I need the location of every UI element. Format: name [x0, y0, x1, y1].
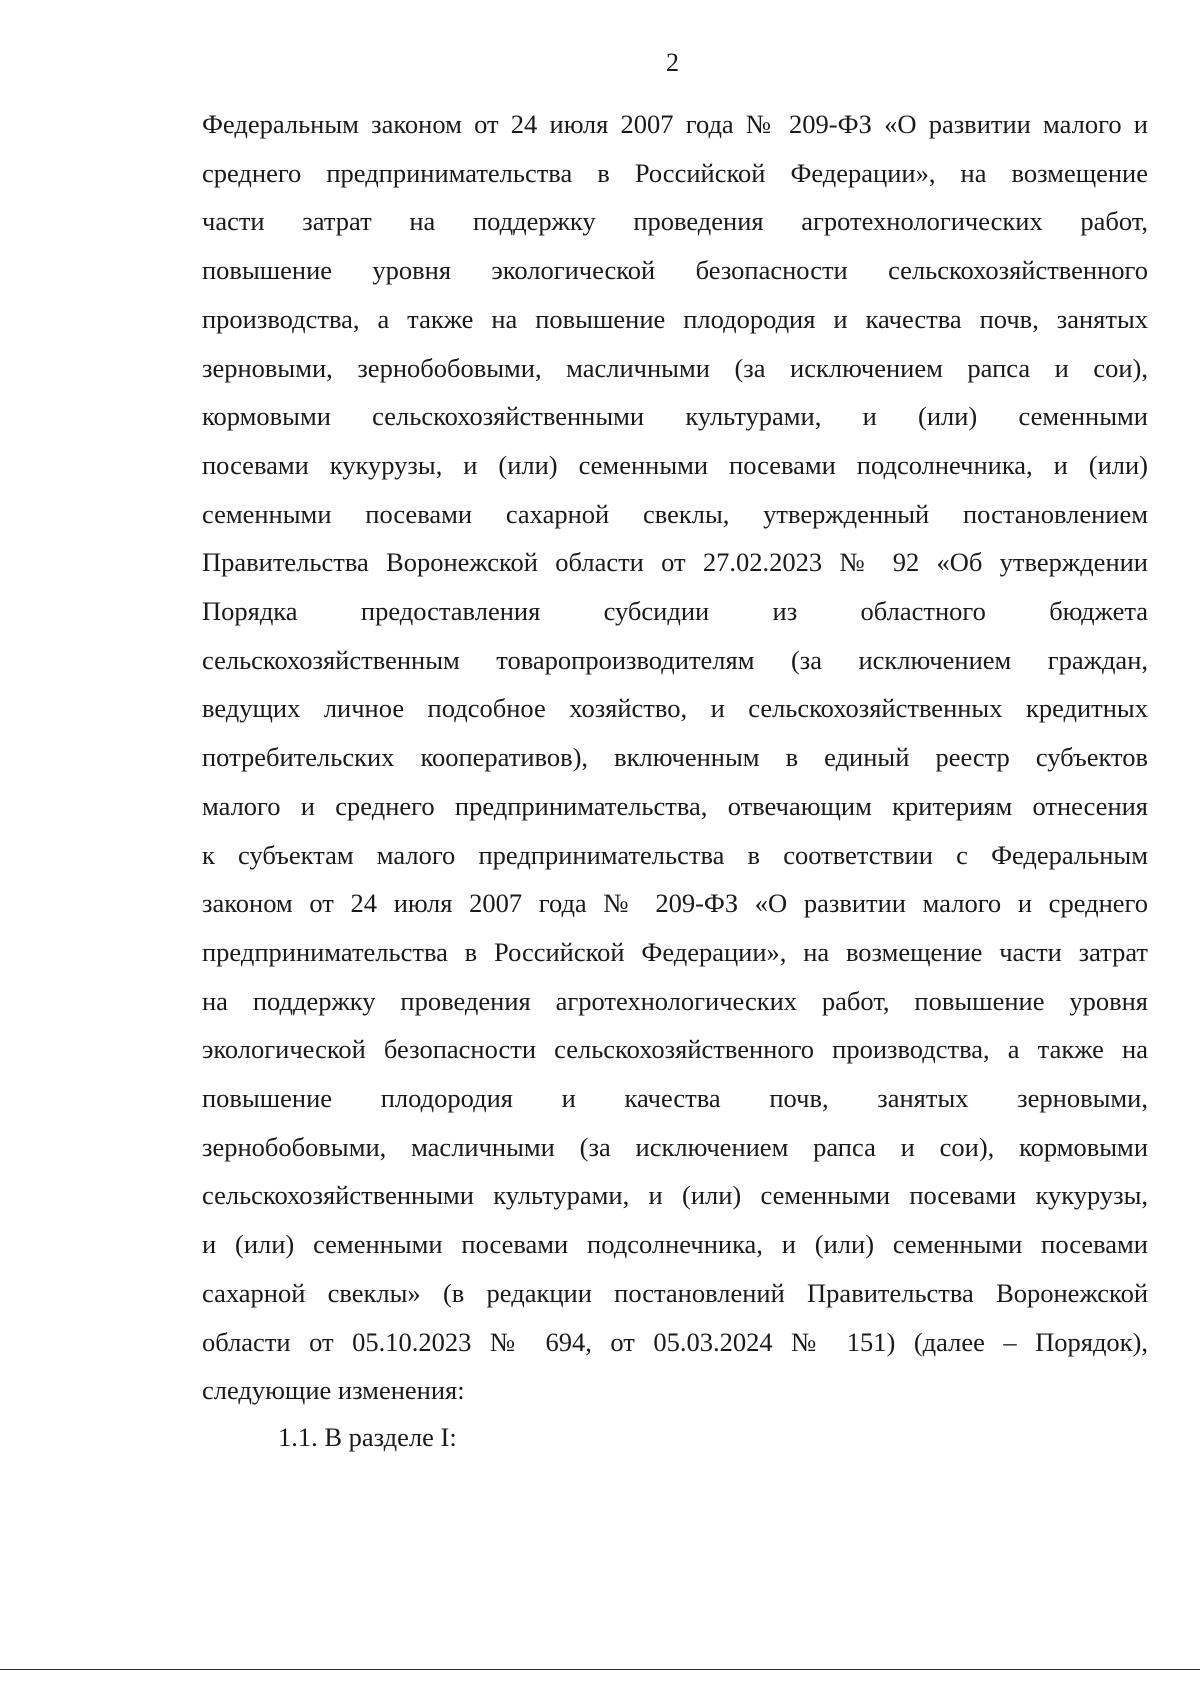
body-line: ведущих личное подсобное хозяйство, и сельскохозяйственных кредитных [202, 693, 1148, 724]
body-line: зерновыми, зернобобовыми, масличными (за исключением рапса и сои), [202, 352, 1148, 383]
body-line: сельскохозяйственными культурами, и (или) семенными посевами кукурузы, [202, 1180, 1148, 1211]
body-line: сахарной свеклы» (в редакции постановлений Правительства Воронежской [202, 1277, 1148, 1308]
body-line: Порядка предоставления субсидии из областного бюджета [202, 596, 1148, 627]
body-line: семенными посевами сахарной свеклы, утвержденный постановлением [202, 498, 1148, 529]
body-line: следующие изменения: [202, 1375, 465, 1406]
body-line: части затрат на поддержку проведения агротехнологических работ, [202, 206, 1148, 237]
body-line: производства, а также на повышение плодородия и качества почв, занятых [202, 303, 1148, 334]
document-body [202, 100, 1148, 1415]
body-line: предпринимательства в Российской Федерации», на возмещение части затрат [202, 936, 1148, 967]
body-line: законом от 24 июля 2007 года № 209-ФЗ «О развитии малого и среднего [202, 888, 1148, 919]
body-line: Федеральным законом от 24 июля 2007 года № 209-ФЗ «О развитии малого и [202, 109, 1148, 139]
body-line: посевами кукурузы, и (или) семенными посевами подсолнечника, и (или) [202, 449, 1148, 480]
page-number: 2 [666, 48, 679, 77]
body-line: области от 05.10.2023 № 694, от 05.03.2024 № 151) (далее – Порядок), [202, 1326, 1148, 1357]
body-line: к субъектам малого предпринимательства в соответствии с Федеральным [202, 839, 1148, 870]
body-line: кормовыми сельскохозяйственными культурами, и (или) семенными [202, 401, 1148, 432]
section-sub-item: 1.1. В разделе I: [278, 1422, 457, 1452]
body-line: сельскохозяйственным товаропроизводителям (за исключением граждан, [202, 644, 1148, 675]
page-bottom-rule [0, 1669, 1200, 1670]
body-line: на поддержку проведения агротехнологических работ, повышение уровня [202, 985, 1148, 1016]
body-line: экологической безопасности сельскохозяйственного производства, а также на [202, 1034, 1148, 1065]
body-line: среднего предпринимательства в Российской Федерации», на возмещение [202, 157, 1148, 188]
body-line: повышение уровня экологической безопасности сельскохозяйственного [202, 255, 1148, 286]
body-line: повышение плодородия и качества почв, занятых зерновыми, [202, 1083, 1148, 1114]
body-line: Правительства Воронежской области от 27.02.2023 № 92 «Об утверждении [202, 547, 1148, 578]
body-line: малого и среднего предпринимательства, отвечающим критериям отнесения [202, 790, 1148, 821]
body-line: потребительских кооперативов), включенным в единый реестр субъектов [202, 742, 1148, 773]
body-line: зернобобовыми, масличными (за исключением рапса и сои), кормовыми [202, 1131, 1148, 1162]
body-line: и (или) семенными посевами подсолнечника, и (или) семенными посевами [202, 1229, 1148, 1260]
